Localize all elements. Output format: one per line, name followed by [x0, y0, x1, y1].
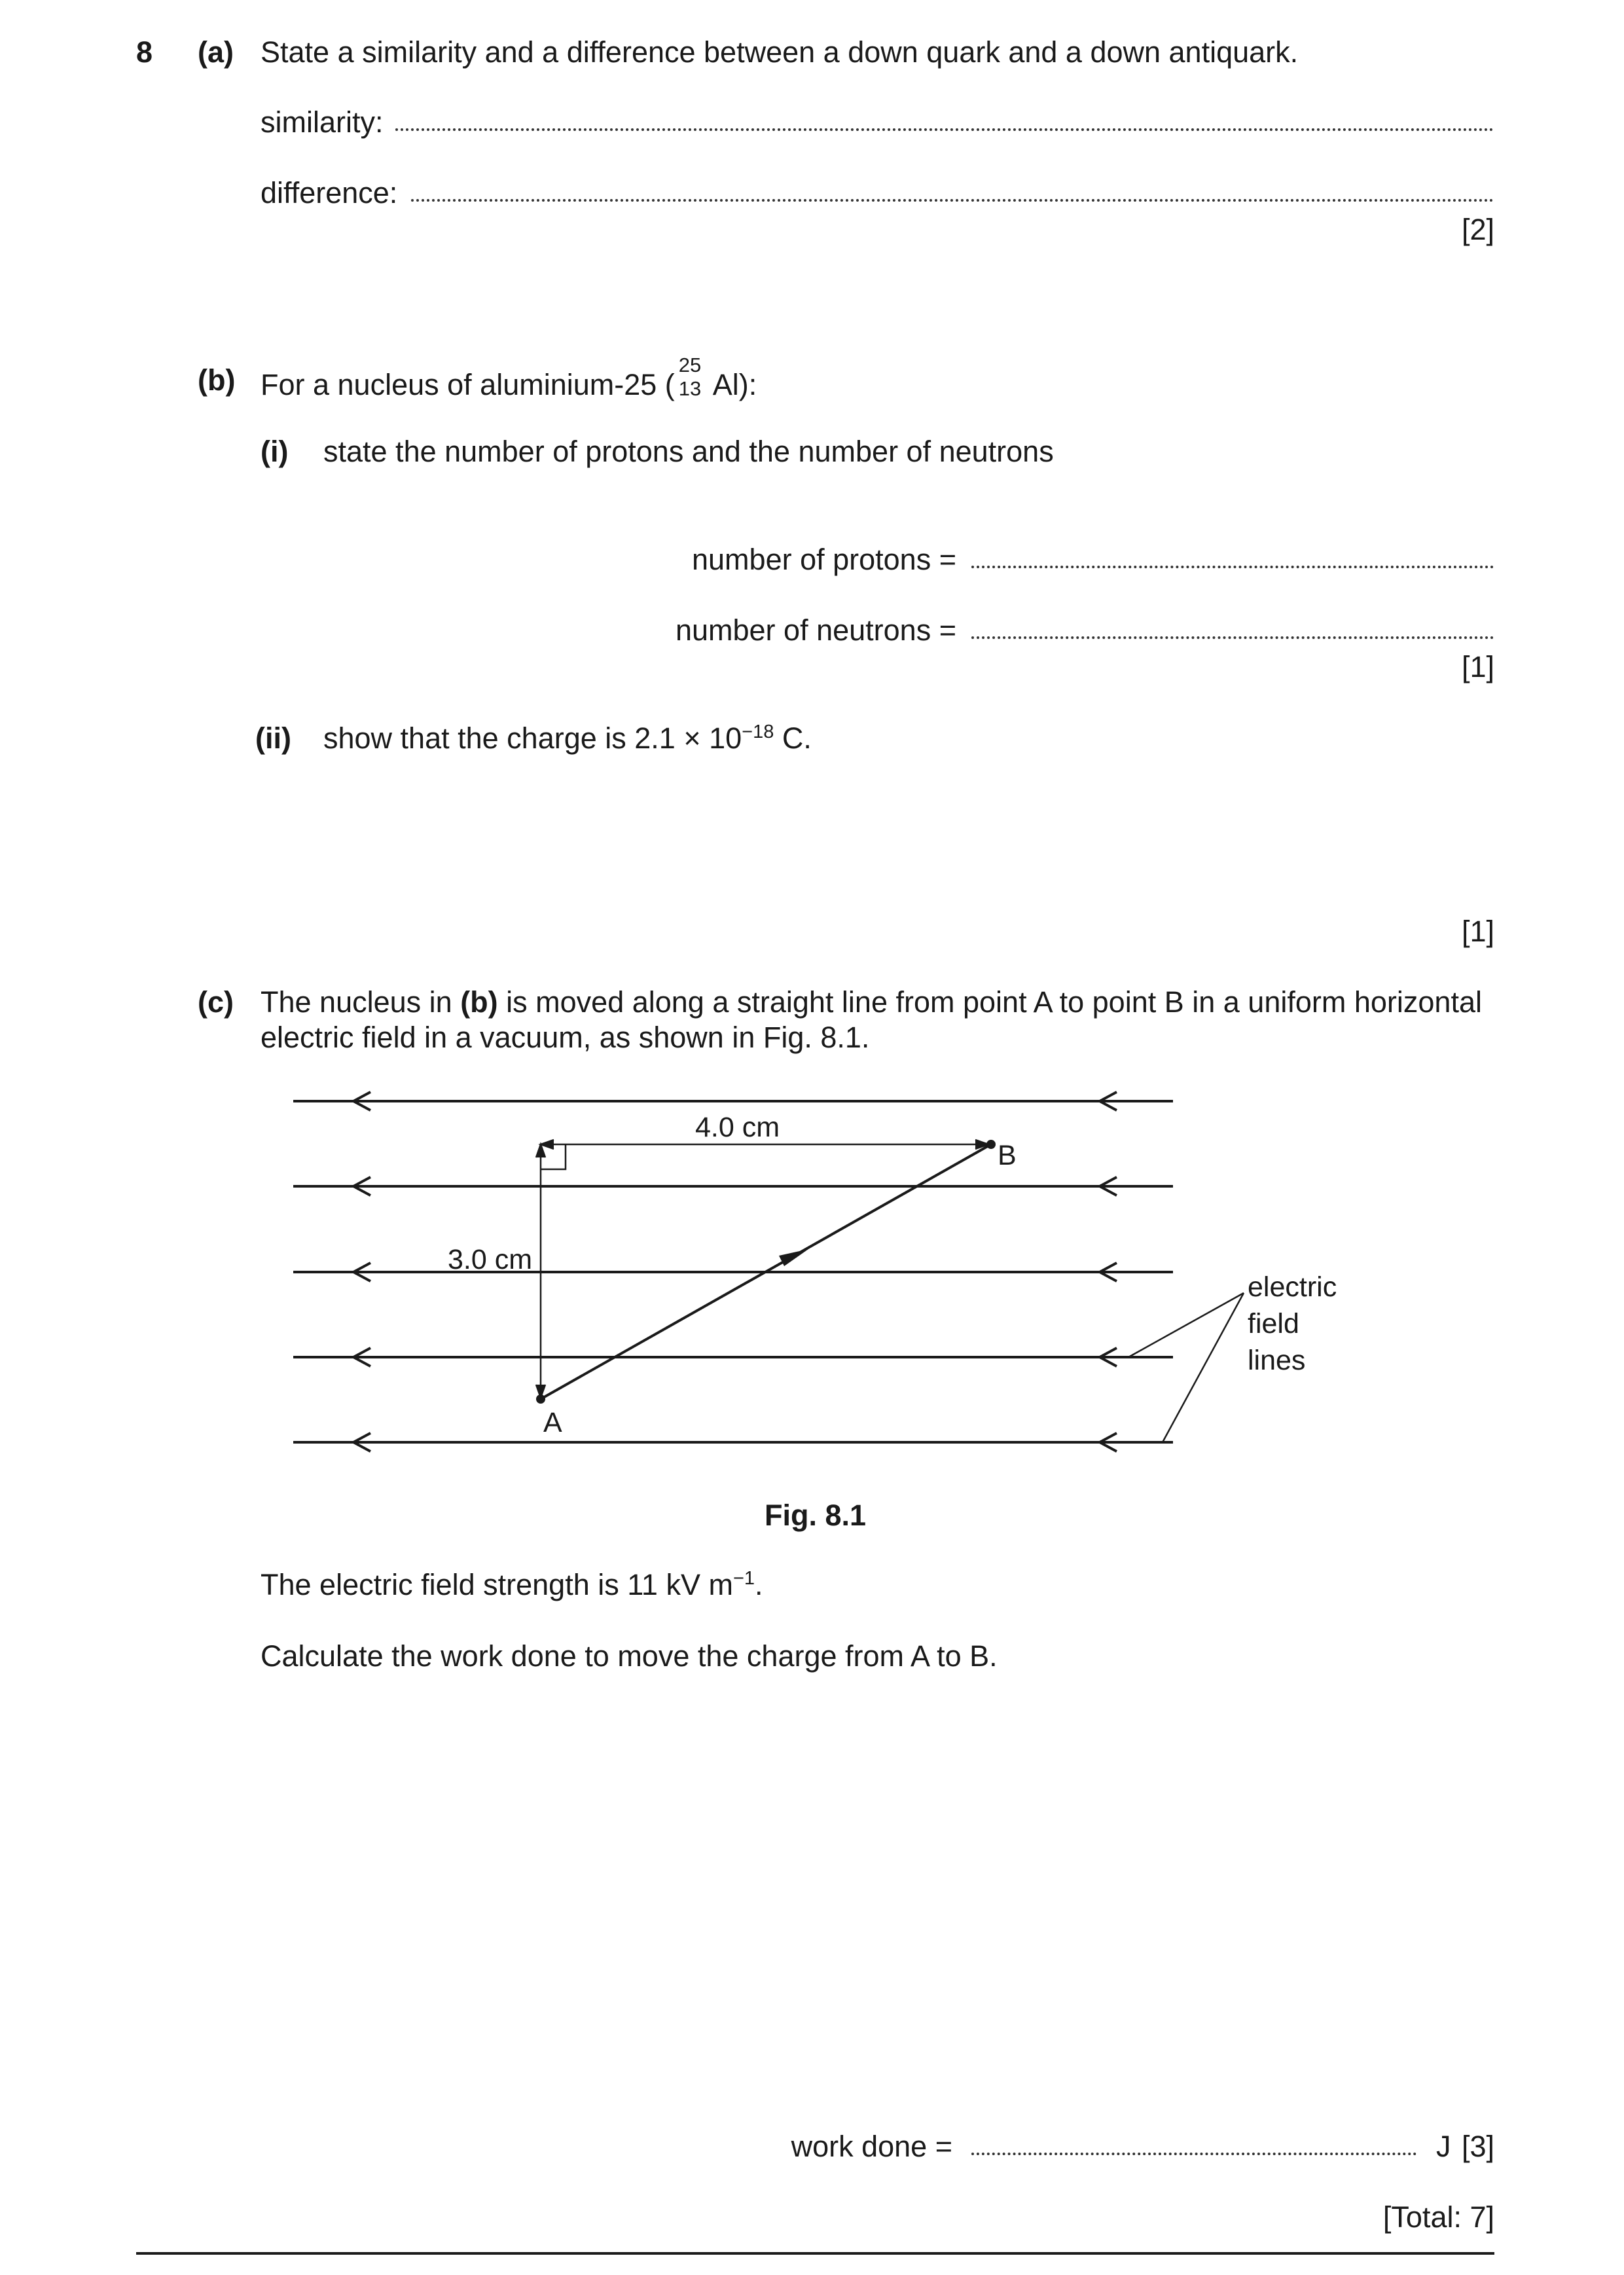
vertical-distance-label: 3.0 cm — [448, 1244, 533, 1275]
part-b-text-post: ): — [738, 368, 757, 401]
field-lines — [293, 1101, 1173, 1442]
part-b-i-marks: [1] — [1461, 650, 1494, 683]
field-strength-post: . — [755, 1568, 763, 1601]
point-b-dot — [986, 1140, 996, 1149]
part-a-marks: [2] — [1461, 213, 1494, 246]
atomic-number: 13 — [678, 377, 702, 400]
part-b-text-pre: For a nucleus of aluminium-25 ( — [261, 368, 675, 401]
protons-label: number of protons = — [692, 543, 956, 576]
part-b-ii-text-post: C. — [774, 721, 812, 755]
total-marks: [Total: 7] — [1382, 2200, 1494, 2234]
field-label-line3: lines — [1248, 1345, 1306, 1376]
part-c-text-bold: (b) — [460, 985, 498, 1019]
work-done-unit: J — [1436, 2130, 1451, 2163]
part-b-ii-text-pre: show that the charge is 2.1 × 10 — [323, 721, 742, 755]
field-strength-pre: The electric field strength is 11 kV m — [261, 1568, 733, 1601]
part-c-text-pre: The nucleus in — [261, 985, 461, 1019]
part-a-label: (a) — [198, 35, 234, 69]
part-b-i-label: (i) — [261, 435, 289, 468]
field-label-leaders — [1128, 1293, 1244, 1442]
field-strength-text — [261, 1570, 763, 1599]
horizontal-distance-label: 4.0 cm — [695, 1112, 780, 1143]
part-c-marks: [3] — [1461, 2130, 1494, 2163]
point-a-label: A — [543, 1407, 562, 1438]
work-done-label: work done = — [791, 2130, 952, 2163]
part-c-text-line2: electric field in a vacuum, as shown in Fig. 8.1. — [261, 1021, 870, 1054]
charge-exponent: −18 — [742, 721, 774, 742]
neutrons-label: number of neutrons = — [675, 613, 956, 647]
part-c-text-post: is moved along a straight line from point A to point B in a uniform horizontal — [497, 985, 1482, 1019]
point-b-label: B — [998, 1140, 1017, 1171]
part-b-ii-label: (ii) — [255, 721, 291, 755]
calculation-instruction: Calculate the work done to move the charge from A to B. — [261, 1639, 998, 1673]
part-c-label: (c) — [198, 985, 234, 1019]
field-label-line1: electric — [1248, 1271, 1337, 1303]
figure-caption: Fig. 8.1 — [765, 1499, 867, 1532]
field-strength-exponent: −1 — [732, 1568, 755, 1589]
similarity-label: similarity: — [261, 105, 384, 139]
question-number: 8 — [136, 35, 153, 69]
difference-label: difference: — [261, 176, 398, 209]
mass-number: 25 — [678, 354, 702, 376]
part-b-ii-marks: [1] — [1461, 915, 1494, 948]
point-a-dot — [536, 1394, 545, 1404]
part-b-label: (b) — [198, 363, 236, 397]
path-direction-arrow — [779, 1249, 808, 1266]
element-symbol: Al — [712, 368, 739, 401]
bottom-rule — [136, 2252, 1494, 2255]
work-done-answer-line[interactable] — [971, 2153, 1416, 2155]
part-b-i-text: state the number of protons and the number of neutrons — [323, 435, 1054, 468]
field-label-line2: field — [1248, 1308, 1299, 1339]
part-a-text: State a similarity and a difference between a down quark and a down antiquark. — [261, 35, 1299, 69]
